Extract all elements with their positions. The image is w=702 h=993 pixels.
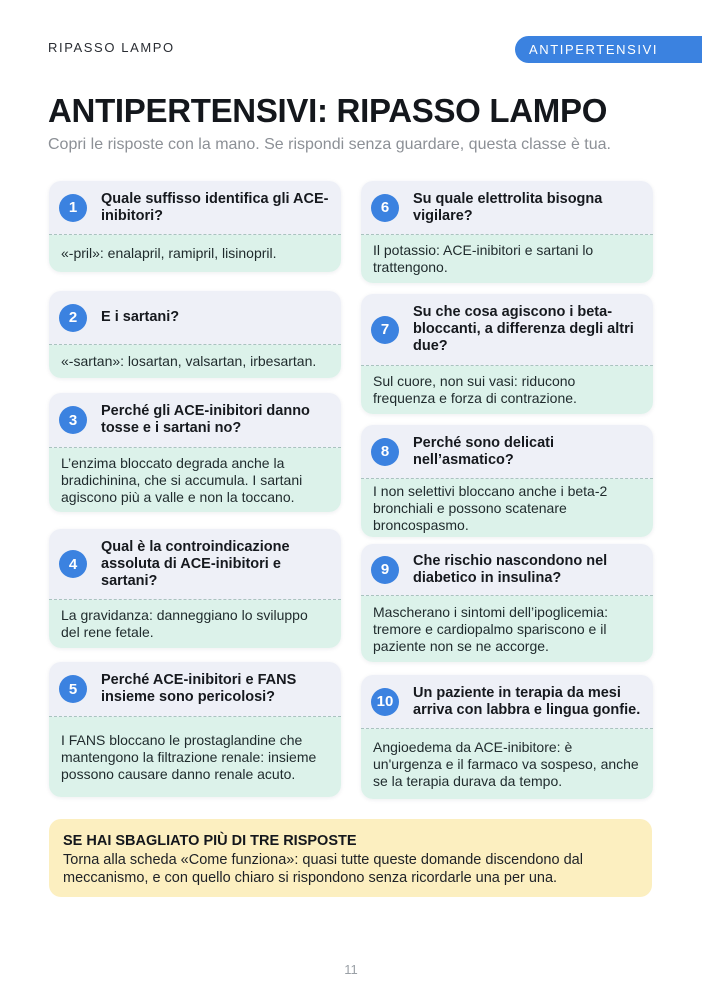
question-text: Su che cosa agiscono i beta-bloccanti, a differenza degli altri due?	[413, 304, 634, 354]
question-text: Che rischio nascondono nel diabetico in insulina?	[413, 552, 608, 586]
quiz-card-5	[49, 662, 341, 797]
question-text: Un paziente in terapia da mesi arriva con labbra e lingua gonfie.	[413, 684, 641, 718]
answer-text: Mascherano i sintomi dell’ipoglicemia: tremore e cardiopalmo spariscono e il paziente non se ne accorge.	[361, 596, 653, 662]
question-row	[361, 181, 653, 235]
question-number-badge: 7	[371, 316, 399, 344]
question-row	[361, 425, 653, 479]
question-row	[361, 544, 653, 596]
page-subtitle: Copri le risposte con la mano. Se rispondi senza guardare, questa classe è tua.	[48, 136, 611, 153]
remediation-note	[49, 819, 652, 897]
question-number-badge: 2	[59, 304, 87, 332]
question-number-badge: 10	[371, 688, 399, 716]
question-text: E i sartani?	[101, 309, 180, 325]
running-head: RIPASSO LAMPO	[48, 40, 175, 55]
quiz-card-6	[361, 181, 653, 283]
question-text: Qual è la controindicazione assoluta di ACE-inibitori e sartani?	[101, 538, 290, 589]
question-row	[361, 294, 653, 366]
answer-text: I non selettivi bloccano anche i beta-2 bronchiali e possono scatenare broncospasmo.	[361, 479, 653, 537]
answer-text: La gravidanza: danneggiano lo sviluppo del rene fetale.	[49, 600, 341, 648]
question-text: Quale suffisso identifica gli ACE-inibitori?	[101, 190, 329, 224]
question-number-badge: 3	[59, 406, 87, 434]
page-title: ANTIPERTENSIVI: RIPASSO LAMPO	[48, 92, 608, 129]
question-row	[49, 393, 341, 448]
answer-text: Il potassio: ACE-inibitori e sartani lo trattengono.	[361, 235, 653, 283]
section-tab: ANTIPERTENSIVI	[515, 36, 702, 63]
question-number-badge: 8	[371, 438, 399, 466]
answer-text: L’enzima bloccato degrada anche la bradichinina, che si accumula. I sartani agiscono più a valle e non la toccano.	[49, 448, 341, 512]
quiz-card-1	[49, 181, 341, 272]
question-row	[49, 291, 341, 345]
question-text: Perché gli ACE-inibitori danno tosse e i sartani no?	[101, 403, 310, 436]
note-text: Torna alla scheda «Come funziona»: quasi tutte queste domande discendono dal meccanismo, e con quello chiaro si rispondono senza ricordarle una per una.	[63, 852, 583, 886]
question-text: Perché sono delicati nell’asmatico?	[413, 434, 555, 468]
quiz-card-2	[49, 291, 341, 378]
note-title: SE HAI SBAGLIATO PIÙ DI TRE RISPOSTE	[63, 833, 357, 849]
answer-text: Angioedema da ACE-inibitore: è un'urgenza e il farmaco va sospeso, anche se la terapia durava da tempo.	[361, 729, 653, 799]
quiz-card-3	[49, 393, 341, 512]
question-number-badge: 5	[59, 675, 87, 703]
answer-text: «-sartan»: losartan, valsartan, irbesartan.	[49, 345, 341, 378]
page-number: 11	[344, 962, 358, 977]
quiz-card-9	[361, 544, 653, 662]
question-number-badge: 6	[371, 194, 399, 222]
quiz-card-10	[361, 675, 653, 799]
quiz-card-4	[49, 529, 341, 648]
question-number-badge: 4	[59, 550, 87, 578]
question-row	[49, 181, 341, 235]
question-text: Su quale elettrolita bisogna vigilare?	[413, 190, 603, 224]
answer-text: «-pril»: enalapril, ramipril, lisinopril.	[49, 235, 341, 272]
question-row	[49, 529, 341, 600]
answer-text: Sul cuore, non sui vasi: riducono frequenza e forza di contrazione.	[361, 366, 653, 414]
question-row	[49, 662, 341, 717]
quiz-card-7	[361, 294, 653, 414]
answer-text: I FANS bloccano le prostaglandine che mantengono la filtrazione renale: insieme possono causare danno renale acuto.	[49, 717, 341, 797]
question-row	[361, 675, 653, 729]
question-number-badge: 9	[371, 556, 399, 584]
question-number-badge: 1	[59, 194, 87, 222]
question-text: Perché ACE-inibitori e FANS insieme sono pericolosi?	[101, 672, 297, 705]
quiz-card-8	[361, 425, 653, 537]
